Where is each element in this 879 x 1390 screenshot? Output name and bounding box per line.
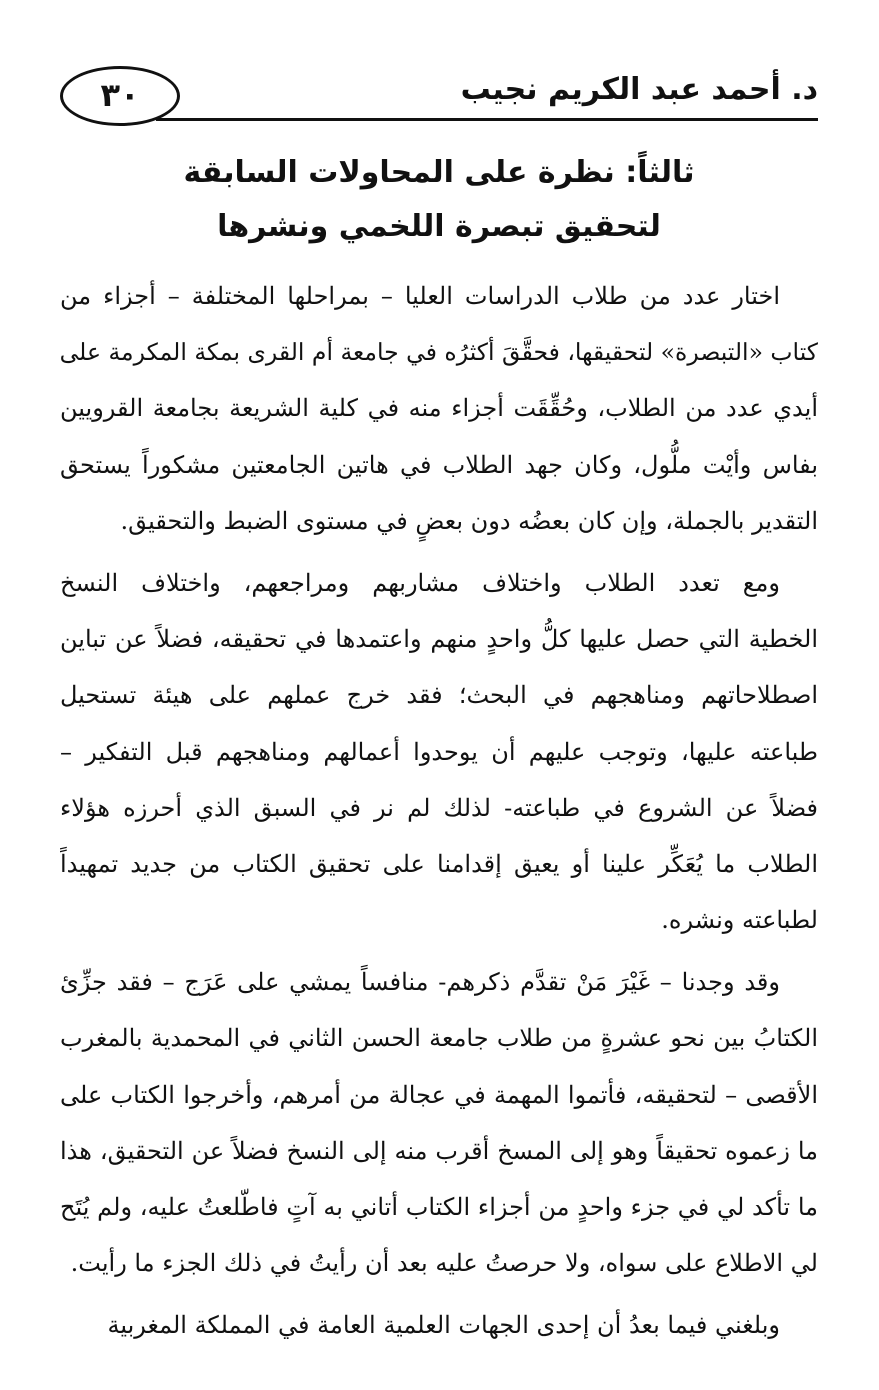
header-rule	[156, 118, 818, 121]
text-line: بفاس وأيْت ملُّول، وكان جهد الطلاب في هاتين الجامعتين مشكوراً يستحق	[60, 450, 818, 479]
text-line: أيدي عدد من الطلاب، وحُقِّقَت أجزاء منه في كلية الشريعة بجامعة القرويين	[60, 394, 818, 423]
text-line: التقدير بالجملة، وإن كان بعضُه دون بعضٍ في مستوى الضبط والتحقيق.	[120, 506, 818, 535]
text-line: ما تأكد لي في جزء واحدٍ من أجزاء الكتاب أتاني به آتٍ فاطّلعتُ عليه، ولم يُتَح	[60, 1193, 818, 1221]
text-line: ومع تعدد الطلاب واختلاف مشاربهم ومراجعهم، واختلاف النسخ	[60, 568, 780, 597]
text-line: لي الاطلاع على سواه، ولا حرصتُ عليه بعد أن رأيتُ في ذلك الجزء ما رأيت.	[70, 1249, 818, 1278]
text-line: كتاب «التبصرة» لتحقيقها، فحقَّقَ أكثرُه في جامعة أم القرى بمكة المكرمة على	[60, 338, 818, 367]
text-line: الخطية التي حصل عليها كلُّ واحدٍ منهم واعتمدها في تحقيقه، فضلاً عن تباين	[60, 625, 818, 654]
text-line: فضلاً عن الشروع في طباعته- لذلك لم نر في السبق الذي أحرزه هؤلاء	[60, 793, 818, 822]
text-line: الكتابُ بين نحو عشرةٍ من طلاب جامعة الحسن الثاني في المحمدية بالمغرب	[60, 1024, 818, 1053]
page-number: ٣٠	[60, 66, 180, 126]
header-author: د. أحمد عبد الكريم نجيب	[460, 72, 818, 107]
text-line: الأقصى – لتحقيقه، فأتموا المهمة في عجالة من أمرهم، وأخرجوا الكتاب على	[60, 1080, 818, 1109]
heading-line-2: لتحقيق تبصرة اللخمي ونشرها	[217, 209, 661, 244]
text-line: اختار عدد من طلاب الدراسات العليا – بمراحلها المختلفة – أجزاء من	[60, 282, 780, 310]
text-line: لطباعته ونشره.	[661, 906, 818, 935]
paragraph-1	[60, 268, 818, 549]
text-line: الطلاب ما يُعَكِّر علينا أو يعيق إقدامنا على تحقيق الكتاب من جديد تمهيداً	[60, 849, 818, 878]
text-line: ما زعموه تحقيقاً وهو إلى المسخ أقرب منه إلى النسخ فضلاً عن التحقيق، هذا	[60, 1136, 818, 1165]
heading-line-1: ثالثاً: نظرة على المحاولات السابقة	[183, 155, 695, 190]
running-header	[60, 66, 818, 128]
paragraph-2	[60, 555, 818, 948]
paragraph-4	[60, 1297, 818, 1353]
body-text	[60, 268, 818, 1360]
section-heading	[60, 146, 818, 254]
text-line: وقد وجدنا – غَيْرَ مَنْ تقدَّم ذكرهم- منافساً يمشي على عَرَج – فقد جزِّئ	[60, 968, 780, 997]
paragraph-3	[60, 954, 818, 1291]
text-line: طباعته عليها، وتوجب عليهم أن يوحدوا أعمالهم ومناهجهم قبل التفكير –	[60, 737, 818, 766]
text-line: وبلغني فيما بعدُ أن إحدى الجهات العلمية العامة في المملكة المغربية	[107, 1311, 780, 1340]
text-line: اصطلاحاتهم ومناهجهم في البحث؛ فقد خرج عملهم على هيئة تستحيل	[60, 681, 818, 710]
